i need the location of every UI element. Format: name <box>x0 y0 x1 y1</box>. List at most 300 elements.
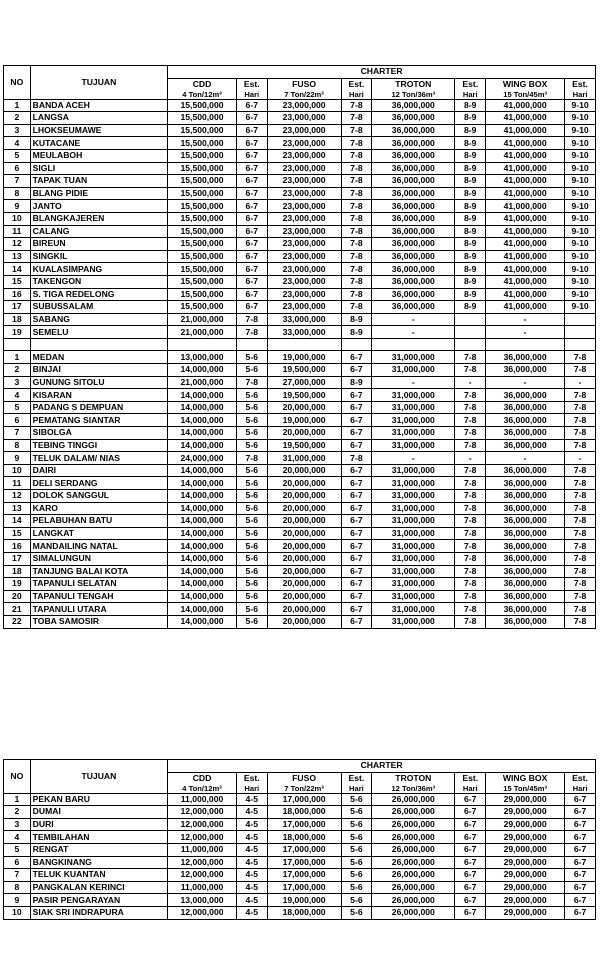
cell-troton-price: 36,000,000 <box>372 212 455 225</box>
cell-no: 11 <box>4 477 31 490</box>
cell-troton-est: 8-9 <box>455 288 486 301</box>
cell-cdd-est: 6-7 <box>236 200 267 213</box>
cell-tujuan: KUTACANE <box>30 137 167 150</box>
header-col-name: Est. <box>572 772 588 783</box>
cell-no: 7 <box>4 869 31 882</box>
cell-fuso-price: 23,000,000 <box>267 200 341 213</box>
cell-fuso-est: 6-7 <box>341 364 372 377</box>
cell-fuso-est: 5-6 <box>341 793 372 806</box>
cell-troton-price: 36,000,000 <box>372 263 455 276</box>
cell-troton-price: 31,000,000 <box>372 578 455 591</box>
header-col-unit: Hari <box>348 89 364 99</box>
cell-cdd-price: 11,000,000 <box>168 793 237 806</box>
cell-troton-price: 36,000,000 <box>372 275 455 288</box>
cell-no: 19 <box>4 578 31 591</box>
cell-tujuan: LHOKSEUMAWE <box>30 124 167 137</box>
cell-no: 17 <box>4 552 31 565</box>
cell-fuso-est: 5-6 <box>341 881 372 894</box>
cell-fuso-est: 7-8 <box>341 162 372 175</box>
cell-troton-price: 36,000,000 <box>372 187 455 200</box>
cell-no: 6 <box>4 414 31 427</box>
cell-cdd-price: 14,000,000 <box>168 502 237 515</box>
cell-troton-price: 31,000,000 <box>372 401 455 414</box>
cell-troton-est: 7-8 <box>455 351 486 364</box>
cell-wingbox-price: 41,000,000 <box>486 149 565 162</box>
cell-fuso-est: 8-9 <box>341 326 372 339</box>
table-row <box>4 200 596 213</box>
cell-fuso-est: 6-7 <box>341 439 372 452</box>
cell-fuso-price: 17,000,000 <box>267 818 341 831</box>
cell-troton-price: 36,000,000 <box>372 250 455 263</box>
cell-wingbox-est: 7-8 <box>565 490 596 503</box>
cell-wingbox-est <box>565 313 596 326</box>
cell-wingbox-est: 9-10 <box>565 288 596 301</box>
cell-troton-est: 6-7 <box>455 856 486 869</box>
cell-troton-est: 6-7 <box>455 881 486 894</box>
cell-troton-price: 31,000,000 <box>372 527 455 540</box>
cell-fuso-price: 33,000,000 <box>267 326 341 339</box>
header-col-unit: 7 Ton/22m³ <box>284 89 324 99</box>
cell-troton-price: 31,000,000 <box>372 565 455 578</box>
cell-troton-est: 8-9 <box>455 187 486 200</box>
cell-wingbox-price: 29,000,000 <box>486 806 565 819</box>
cell-no: 6 <box>4 856 31 869</box>
cell-wingbox-est: 9-10 <box>565 137 596 150</box>
cell-wingbox-est: 6-7 <box>565 881 596 894</box>
cell-tujuan: KISARAN <box>30 389 167 402</box>
cell-wingbox-est: 7-8 <box>565 414 596 427</box>
cell-cdd-price: 15,500,000 <box>168 200 237 213</box>
cell-cdd-est: 7-8 <box>236 452 267 465</box>
cell-no: 13 <box>4 502 31 515</box>
table-row <box>4 552 596 565</box>
table-row <box>4 818 596 831</box>
cell-tujuan: BLANG PIDIE <box>30 187 167 200</box>
cell-cdd-price: 15,500,000 <box>168 149 237 162</box>
cell-troton-price: 26,000,000 <box>372 906 455 919</box>
cell-fuso-price: 20,000,000 <box>267 565 341 578</box>
rate-table-2 <box>3 759 596 920</box>
cell-wingbox-price: - <box>486 326 565 339</box>
cell-fuso-est: 7-8 <box>341 99 372 112</box>
cell-wingbox-price: 29,000,000 <box>486 843 565 856</box>
cell-cdd-est: 6-7 <box>236 301 267 314</box>
header-col-unit: 4 Ton/12m³ <box>182 89 222 99</box>
cell-cdd-est: 5-6 <box>236 364 267 377</box>
cell-cdd-price: 15,500,000 <box>168 175 237 188</box>
cell-wingbox-est: 7-8 <box>565 477 596 490</box>
cell-tujuan: TAPAK TUAN <box>30 175 167 188</box>
cell-fuso-est: 6-7 <box>341 389 372 402</box>
cell-no: 1 <box>4 99 31 112</box>
cell-fuso-est: 6-7 <box>341 490 372 503</box>
cell-cdd-price: 15,500,000 <box>168 112 237 125</box>
cell-tujuan: SIAK SRI INDRAPURA <box>30 906 167 919</box>
cell-troton-price: 26,000,000 <box>372 843 455 856</box>
cell-troton-price: 26,000,000 <box>372 806 455 819</box>
cell-wingbox-est: 7-8 <box>565 565 596 578</box>
cell-cdd-price: 15,500,000 <box>168 99 237 112</box>
cell-tujuan: SUBUSSALAM <box>30 301 167 314</box>
cell-fuso-price: 27,000,000 <box>267 376 341 389</box>
cell-cdd-est: 6-7 <box>236 162 267 175</box>
cell-troton-est: 7-8 <box>455 578 486 591</box>
header-col-0 <box>168 772 237 793</box>
header-col-name: Est. <box>462 78 479 89</box>
cell-fuso-price: 31,000,000 <box>267 452 341 465</box>
table-row <box>4 364 596 377</box>
cell-troton-est: 6-7 <box>455 906 486 919</box>
cell-fuso-price: 17,000,000 <box>267 881 341 894</box>
table-row <box>4 565 596 578</box>
cell-troton-price: 31,000,000 <box>372 590 455 603</box>
cell-troton-price: 31,000,000 <box>372 540 455 553</box>
cell-tujuan: SINGKIL <box>30 250 167 263</box>
table-row <box>4 212 596 225</box>
table-row <box>4 894 596 907</box>
table-row <box>4 313 596 326</box>
cell-troton-est: 8-9 <box>455 263 486 276</box>
cell-troton-est: 8-9 <box>455 212 486 225</box>
cell-fuso-price: 20,000,000 <box>267 490 341 503</box>
cell-troton-est: 7-8 <box>455 515 486 528</box>
cell-tujuan: DURI <box>30 818 167 831</box>
cell-wingbox-est: 6-7 <box>565 831 596 844</box>
cell-fuso-est: 5-6 <box>341 906 372 919</box>
cell-cdd-price: 12,000,000 <box>168 806 237 819</box>
cell-no: 4 <box>4 831 31 844</box>
cell-fuso-price: 19,000,000 <box>267 414 341 427</box>
cell-cdd-est: 6-7 <box>236 137 267 150</box>
table-row <box>4 590 596 603</box>
table-row <box>4 464 596 477</box>
cell-fuso-price: 23,000,000 <box>267 137 341 150</box>
cell-no: 9 <box>4 452 31 465</box>
cell-no: 12 <box>4 238 31 251</box>
cell-wingbox-est: 6-7 <box>565 906 596 919</box>
header-col-name: CDD <box>192 78 212 89</box>
cell-cdd-est: 5-6 <box>236 414 267 427</box>
cell-fuso-est: 7-8 <box>341 452 372 465</box>
cell-wingbox-est: 7-8 <box>565 552 596 565</box>
cell-no: 10 <box>4 212 31 225</box>
cell-fuso-est: 6-7 <box>341 464 372 477</box>
cell-tujuan: TAPANULI UTARA <box>30 603 167 616</box>
cell-cdd-est: 5-6 <box>236 578 267 591</box>
cell-wingbox-est: 7-8 <box>565 502 596 515</box>
cell-wingbox-est: 9-10 <box>565 175 596 188</box>
cell-troton-price: - <box>372 326 455 339</box>
cell-tujuan: TAPANULI SELATAN <box>30 578 167 591</box>
cell-cdd-price: 14,000,000 <box>168 565 237 578</box>
cell-fuso-price: 17,000,000 <box>267 869 341 882</box>
cell-wingbox-price: 41,000,000 <box>486 225 565 238</box>
cell-no: 9 <box>4 894 31 907</box>
header-col-name: TROTON <box>395 78 432 89</box>
table-row <box>4 906 596 919</box>
cell-troton-price: 31,000,000 <box>372 603 455 616</box>
cell-fuso-est: 6-7 <box>341 615 372 628</box>
cell-cdd-price: 14,000,000 <box>168 364 237 377</box>
cell-wingbox-price: 29,000,000 <box>486 831 565 844</box>
header-col-unit: 12 Ton/36m³ <box>391 89 436 99</box>
cell-cdd-price: 15,500,000 <box>168 263 237 276</box>
table-row <box>4 414 596 427</box>
cell-fuso-price: 23,000,000 <box>267 238 341 251</box>
header-col-5 <box>455 772 486 793</box>
cell-fuso-est: 6-7 <box>341 515 372 528</box>
cell-troton-est: 6-7 <box>455 793 486 806</box>
cell-fuso-est: 7-8 <box>341 112 372 125</box>
cell-wingbox-price: 36,000,000 <box>486 364 565 377</box>
cell-wingbox-price: 41,000,000 <box>486 187 565 200</box>
cell-wingbox-price: 36,000,000 <box>486 527 565 540</box>
cell-cdd-est: 4-5 <box>236 806 267 819</box>
cell-troton-est: 7-8 <box>455 414 486 427</box>
cell-troton-est: 6-7 <box>455 843 486 856</box>
table-row <box>4 615 596 628</box>
cell-cdd-price: 14,000,000 <box>168 414 237 427</box>
header-col-unit: Hari <box>462 783 478 793</box>
table-1-header <box>4 66 596 100</box>
cell-wingbox-price: 41,000,000 <box>486 124 565 137</box>
cell-wingbox-price: 41,000,000 <box>486 175 565 188</box>
header-col-name: WING BOX <box>502 772 548 783</box>
cell-wingbox-est: 9-10 <box>565 250 596 263</box>
cell-cdd-est: 6-7 <box>236 250 267 263</box>
cell-cdd-price: 12,000,000 <box>168 869 237 882</box>
cell-no: 20 <box>4 590 31 603</box>
cell-cdd-price: 14,000,000 <box>168 615 237 628</box>
header-col-name: FUSO <box>292 78 316 89</box>
cell-fuso-est: 5-6 <box>341 806 372 819</box>
table-row <box>4 275 596 288</box>
cell-fuso-est: 7-8 <box>341 200 372 213</box>
cell-troton-est: 8-9 <box>455 99 486 112</box>
cell-troton-price: 26,000,000 <box>372 818 455 831</box>
cell-cdd-est: 4-5 <box>236 818 267 831</box>
cell-troton-est: 8-9 <box>455 275 486 288</box>
cell-no: 18 <box>4 313 31 326</box>
cell-cdd-est: 6-7 <box>236 225 267 238</box>
cell-no: 4 <box>4 389 31 402</box>
cell-no: 7 <box>4 427 31 440</box>
header-col-unit: 15 Ton/45m³ <box>503 783 547 793</box>
cell-wingbox-est: 7-8 <box>565 578 596 591</box>
cell-wingbox-price: 41,000,000 <box>486 200 565 213</box>
cell-cdd-price: 14,000,000 <box>168 527 237 540</box>
cell-fuso-price: 23,000,000 <box>267 112 341 125</box>
cell-wingbox-est: 9-10 <box>565 162 596 175</box>
cell-wingbox-price: - <box>486 313 565 326</box>
cell-fuso-price: 23,000,000 <box>267 149 341 162</box>
cell-troton-est: 7-8 <box>455 603 486 616</box>
header-col-name: FUSO <box>292 772 316 783</box>
cell-cdd-est: 5-6 <box>236 502 267 515</box>
header-col-unit: Hari <box>244 783 260 793</box>
cell-tujuan: PADANG S DEMPUAN <box>30 401 167 414</box>
cell-tujuan: TOBA SAMOSIR <box>30 615 167 628</box>
sumut-rows <box>4 351 596 628</box>
cell-cdd-est: 7-8 <box>236 313 267 326</box>
cell-wingbox-est: 6-7 <box>565 793 596 806</box>
cell-wingbox-price: 36,000,000 <box>486 401 565 414</box>
cell-fuso-price: 23,000,000 <box>267 250 341 263</box>
cell-tujuan: PANGKALAN KERINCI <box>30 881 167 894</box>
cell-troton-price: 31,000,000 <box>372 490 455 503</box>
cell-cdd-est: 6-7 <box>236 288 267 301</box>
cell-cdd-price: 14,000,000 <box>168 603 237 616</box>
header-col-unit: 12 Ton/36m³ <box>391 783 436 793</box>
cell-wingbox-price: 41,000,000 <box>486 250 565 263</box>
cell-wingbox-price: 36,000,000 <box>486 552 565 565</box>
cell-cdd-price: 12,000,000 <box>168 818 237 831</box>
cell-tujuan: CALANG <box>30 225 167 238</box>
table-row <box>4 540 596 553</box>
header-col-name: Est. <box>348 78 365 89</box>
cell-wingbox-price: 36,000,000 <box>486 427 565 440</box>
cell-fuso-est: 6-7 <box>341 414 372 427</box>
table-2-header <box>4 760 596 794</box>
header-col-unit: 4 Ton/12m³ <box>182 783 222 793</box>
cell-troton-est: 6-7 <box>455 818 486 831</box>
cell-wingbox-est: 7-8 <box>565 427 596 440</box>
cell-troton-est: 7-8 <box>455 565 486 578</box>
cell-troton-est: 7-8 <box>455 527 486 540</box>
cell-fuso-price: 17,000,000 <box>267 793 341 806</box>
header-col-0 <box>168 78 237 99</box>
cell-fuso-price: 20,000,000 <box>267 527 341 540</box>
cell-troton-est: 8-9 <box>455 175 486 188</box>
table-row <box>4 427 596 440</box>
cell-wingbox-est: 7-8 <box>565 603 596 616</box>
cell-fuso-price: 20,000,000 <box>267 615 341 628</box>
cell-tujuan: PEKAN BARU <box>30 793 167 806</box>
header-col-3 <box>341 772 372 793</box>
cell-troton-price: 31,000,000 <box>372 414 455 427</box>
cell-troton-price: 31,000,000 <box>372 615 455 628</box>
cell-wingbox-est: 9-10 <box>565 225 596 238</box>
cell-tujuan: MANDAILING NATAL <box>30 540 167 553</box>
cell-troton-est: 7-8 <box>455 502 486 515</box>
cell-fuso-price: 23,000,000 <box>267 187 341 200</box>
cell-troton-est: 8-9 <box>455 137 486 150</box>
cell-cdd-price: 15,500,000 <box>168 212 237 225</box>
header-col-unit: 7 Ton/22m³ <box>284 783 324 793</box>
cell-cdd-price: 13,000,000 <box>168 351 237 364</box>
cell-fuso-est: 7-8 <box>341 225 372 238</box>
header-col-unit: Hari <box>348 783 364 793</box>
rate-table-1 <box>3 65 596 629</box>
cell-troton-est <box>455 313 486 326</box>
cell-tujuan: RENGAT <box>30 843 167 856</box>
cell-fuso-est: 7-8 <box>341 301 372 314</box>
cell-wingbox-price: - <box>486 452 565 465</box>
cell-troton-price: 31,000,000 <box>372 552 455 565</box>
cell-fuso-est: 6-7 <box>341 552 372 565</box>
cell-tujuan: SIMALUNGUN <box>30 552 167 565</box>
cell-troton-est: 6-7 <box>455 894 486 907</box>
cell-fuso-est: 7-8 <box>341 250 372 263</box>
header-col-5 <box>455 78 486 99</box>
cell-cdd-est: 5-6 <box>236 527 267 540</box>
cell-cdd-est: 4-5 <box>236 869 267 882</box>
cell-wingbox-est: - <box>565 376 596 389</box>
cell-tujuan: TELUK DALAM/ NIAS <box>30 452 167 465</box>
cell-fuso-est: 5-6 <box>341 843 372 856</box>
header-col-name: Est. <box>243 78 260 89</box>
cell-cdd-est: 5-6 <box>236 401 267 414</box>
cell-troton-est: 8-9 <box>455 162 486 175</box>
cell-troton-est: 8-9 <box>455 200 486 213</box>
cell-no: 5 <box>4 401 31 414</box>
cell-fuso-price: 19,500,000 <box>267 364 341 377</box>
cell-troton-price: 36,000,000 <box>372 124 455 137</box>
header-col-6 <box>486 772 565 793</box>
cell-cdd-price: 14,000,000 <box>168 477 237 490</box>
table-row <box>4 225 596 238</box>
cell-cdd-price: 15,500,000 <box>168 187 237 200</box>
cell-wingbox-est: - <box>565 452 596 465</box>
cell-troton-price: 36,000,000 <box>372 175 455 188</box>
table-row <box>4 527 596 540</box>
cell-troton-est: 8-9 <box>455 301 486 314</box>
cell-tujuan: BANGKINANG <box>30 856 167 869</box>
blank-separator <box>4 338 596 351</box>
cell-troton-price: 36,000,000 <box>372 149 455 162</box>
cell-fuso-price: 20,000,000 <box>267 578 341 591</box>
cell-wingbox-price: 29,000,000 <box>486 894 565 907</box>
cell-cdd-price: 15,500,000 <box>168 124 237 137</box>
table-row <box>4 137 596 150</box>
cell-wingbox-est: 6-7 <box>565 818 596 831</box>
cell-cdd-price: 12,000,000 <box>168 906 237 919</box>
cell-no: 8 <box>4 187 31 200</box>
cell-no: 14 <box>4 515 31 528</box>
cell-fuso-price: 20,000,000 <box>267 552 341 565</box>
cell-tujuan: JANTO <box>30 200 167 213</box>
cell-cdd-price: 13,000,000 <box>168 894 237 907</box>
cell-wingbox-est: 9-10 <box>565 124 596 137</box>
cell-wingbox-price: 41,000,000 <box>486 238 565 251</box>
cell-wingbox-price: 36,000,000 <box>486 477 565 490</box>
cell-no: 19 <box>4 326 31 339</box>
cell-wingbox-est: 9-10 <box>565 275 596 288</box>
cell-wingbox-est: 7-8 <box>565 590 596 603</box>
table-row <box>4 856 596 869</box>
cell-fuso-price: 23,000,000 <box>267 124 341 137</box>
cell-tujuan: SABANG <box>30 313 167 326</box>
cell-wingbox-price: 36,000,000 <box>486 502 565 515</box>
cell-no: 2 <box>4 112 31 125</box>
cell-troton-price: 26,000,000 <box>372 894 455 907</box>
table-row <box>4 288 596 301</box>
cell-no: 2 <box>4 806 31 819</box>
cell-no: 16 <box>4 540 31 553</box>
table-row <box>4 250 596 263</box>
cell-troton-est: 7-8 <box>455 590 486 603</box>
cell-fuso-est: 6-7 <box>341 590 372 603</box>
cell-troton-est <box>455 326 486 339</box>
cell-cdd-price: 11,000,000 <box>168 881 237 894</box>
cell-tujuan: SEMELU <box>30 326 167 339</box>
header-tujuan: TUJUAN <box>30 66 167 100</box>
cell-troton-price: 31,000,000 <box>372 477 455 490</box>
cell-cdd-price: 15,500,000 <box>168 250 237 263</box>
cell-troton-est: 6-7 <box>455 831 486 844</box>
cell-troton-price: 31,000,000 <box>372 502 455 515</box>
cell-cdd-price: 14,000,000 <box>168 401 237 414</box>
